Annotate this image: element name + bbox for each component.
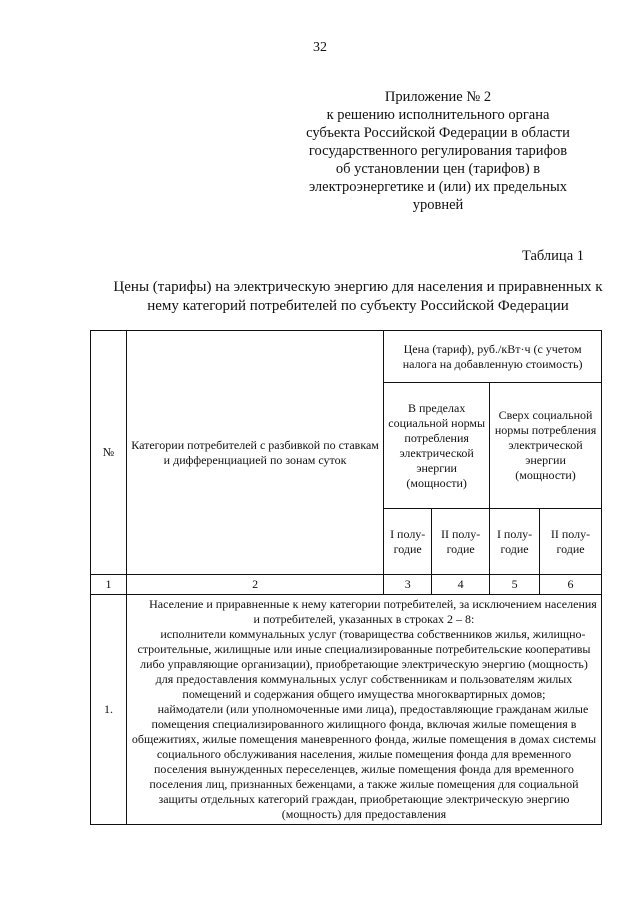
page-number: 32	[313, 40, 327, 55]
appendix-line: государственного регулирования тарифов	[308, 143, 568, 159]
header-above-norm: Сверх социальной нормы потребления электрической энергии (мощности)	[490, 383, 602, 509]
table-label: Таблица 1	[521, 248, 584, 264]
column-number: 1	[91, 575, 127, 595]
column-number: 3	[384, 575, 432, 595]
header-price: Цена (тариф), руб./кВт·ч (с учетом налога на добавленную стоимость)	[384, 331, 602, 383]
table-title-line: Цены (тарифы) на электрическую энергию для населения и приравненных к	[113, 279, 603, 295]
header-half-year: II полу-годие	[540, 509, 602, 575]
appendix-header	[268, 88, 608, 214]
appendix-line: уровней	[412, 197, 464, 213]
appendix-line: электроэнергетике и (или) их предельных	[308, 179, 568, 195]
header-category: Категории потребителей с разбивкой по ставкам и дифференциацией по зонам суток	[126, 331, 383, 575]
row-number: 1.	[91, 595, 127, 825]
appendix-line: к решению исполнительного органа	[326, 107, 550, 123]
column-number: 6	[540, 575, 602, 595]
row-description	[126, 595, 601, 825]
header-half-year: I полу-годие	[490, 509, 540, 575]
row-paragraph: наймодатели (или уполномоченные ими лица), предоставляющие гражданам жилые помещения специализированного жилищного фонда, включая жилые помещения в общежитиях, жилые помещения маневренного фонда, жилые помещения в домах системы социального обслуживания населения, жилые помещения фонда для временного поселения вынужденных переселенцев, жилые помещения фонда для временного поселения лиц, признанных беженцами, а также жилые помещения для социальной защиты отдельных категорий граждан, приобретающие электрическую энергию (мощность) для предоставления	[131, 702, 597, 821]
appendix-line: субъекта Российской Федерации в области	[306, 125, 570, 141]
table-row	[91, 595, 602, 825]
tariff-table	[90, 330, 602, 825]
table-title	[88, 278, 628, 316]
header-half-year: II полу-годие	[432, 509, 490, 575]
header-half-year: I полу-годие	[384, 509, 432, 575]
column-number: 2	[126, 575, 383, 595]
column-number: 4	[432, 575, 490, 595]
header-within-norm: В пределах социальной нормы потребления электрической энергии (мощности)	[384, 383, 490, 509]
column-number: 5	[490, 575, 540, 595]
appendix-line: об установлении цен (тарифов) в	[335, 161, 541, 177]
header-number: №	[91, 331, 127, 575]
table-title-line: нему категорий потребителей по субъекту Российской Федерации	[147, 298, 569, 314]
row-paragraph: Население и приравненные к нему категории потребителей, за исключением населения и потребителей, указанных в строках 2 – 8:	[149, 597, 597, 626]
appendix-line: Приложение № 2	[384, 89, 492, 105]
row-paragraph: исполнители коммунальных услуг (товарищества собственников жилья, жилищно-строительные, жилищные или иные специализированные потребительские кооперативы либо управляющие организации), приобретающие электрическую энергию (мощность) для предоставления коммунальных услуг собственникам и пользователям жилых помещений и содержания общего имущества многоквартирных домов;	[137, 627, 591, 701]
